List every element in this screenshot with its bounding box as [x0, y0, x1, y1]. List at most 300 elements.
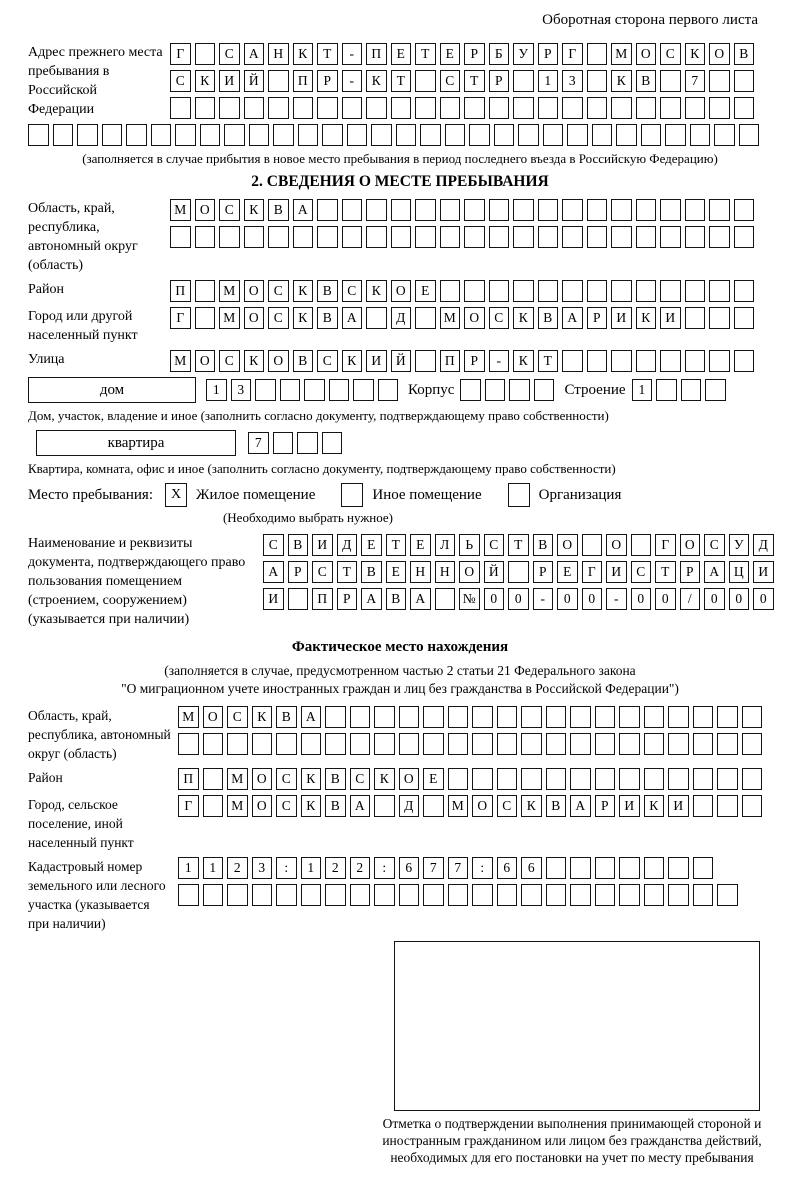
document-row-2[interactable] — [263, 561, 774, 583]
char-box[interactable]: - — [342, 43, 363, 65]
char-box[interactable] — [546, 706, 567, 728]
char-box[interactable] — [709, 97, 730, 119]
char-box[interactable]: У — [729, 534, 750, 556]
char-box[interactable] — [668, 768, 689, 790]
char-box[interactable]: О — [252, 795, 273, 817]
char-box[interactable] — [497, 884, 518, 906]
char-box[interactable]: И — [263, 588, 284, 610]
char-box[interactable] — [464, 280, 485, 302]
char-box[interactable] — [644, 706, 665, 728]
char-box[interactable]: 7 — [448, 857, 469, 879]
char-box[interactable] — [227, 884, 248, 906]
char-box[interactable]: М — [440, 307, 461, 329]
char-box[interactable] — [170, 97, 191, 119]
char-box[interactable]: Е — [415, 280, 436, 302]
char-box[interactable] — [570, 733, 591, 755]
char-box[interactable]: О — [195, 199, 216, 221]
char-box[interactable]: Р — [464, 350, 485, 372]
char-box[interactable] — [276, 733, 297, 755]
char-box[interactable] — [374, 706, 395, 728]
char-box[interactable] — [448, 733, 469, 755]
char-box[interactable] — [709, 280, 730, 302]
char-box[interactable] — [224, 124, 245, 146]
char-box[interactable]: 0 — [631, 588, 652, 610]
char-box[interactable] — [734, 70, 755, 92]
char-box[interactable]: : — [374, 857, 395, 879]
char-box[interactable] — [268, 97, 289, 119]
char-box[interactable]: 6 — [399, 857, 420, 879]
char-box[interactable] — [587, 226, 608, 248]
char-box[interactable]: О — [557, 534, 578, 556]
char-box[interactable] — [660, 70, 681, 92]
char-box[interactable]: Д — [391, 307, 412, 329]
fl-region-row-1[interactable] — [178, 706, 762, 728]
char-box[interactable] — [611, 350, 632, 372]
char-box[interactable] — [668, 884, 689, 906]
char-box[interactable]: И — [753, 561, 774, 583]
char-box[interactable]: 6 — [497, 857, 518, 879]
char-box[interactable]: Ц — [729, 561, 750, 583]
char-box[interactable]: Т — [415, 43, 436, 65]
char-box[interactable] — [509, 379, 530, 401]
char-box[interactable]: / — [680, 588, 701, 610]
char-box[interactable]: С — [489, 307, 510, 329]
char-box[interactable] — [582, 534, 603, 556]
char-box[interactable]: М — [227, 768, 248, 790]
document-row-3[interactable] — [263, 588, 774, 610]
char-box[interactable] — [415, 70, 436, 92]
char-box[interactable]: Е — [386, 561, 407, 583]
char-box[interactable]: 1 — [538, 70, 559, 92]
char-box[interactable] — [660, 350, 681, 372]
char-box[interactable]: 6 — [521, 857, 542, 879]
char-box[interactable]: Т — [508, 534, 529, 556]
char-box[interactable]: Ь — [459, 534, 480, 556]
korpus-boxes[interactable] — [460, 379, 554, 401]
char-box[interactable]: К — [366, 70, 387, 92]
char-box[interactable]: Р — [533, 561, 554, 583]
char-box[interactable] — [714, 124, 735, 146]
char-box[interactable] — [280, 379, 301, 401]
char-box[interactable]: А — [570, 795, 591, 817]
char-box[interactable] — [77, 124, 98, 146]
char-box[interactable] — [325, 733, 346, 755]
char-box[interactable] — [619, 768, 640, 790]
char-box[interactable]: О — [399, 768, 420, 790]
char-box[interactable] — [518, 124, 539, 146]
char-box[interactable] — [347, 124, 368, 146]
char-box[interactable] — [445, 124, 466, 146]
char-box[interactable] — [717, 884, 738, 906]
char-box[interactable] — [636, 350, 657, 372]
char-box[interactable] — [464, 97, 485, 119]
char-box[interactable] — [693, 795, 714, 817]
char-box[interactable]: С — [342, 280, 363, 302]
char-box[interactable] — [252, 733, 273, 755]
char-box[interactable] — [611, 97, 632, 119]
char-box[interactable] — [619, 733, 640, 755]
char-box[interactable] — [249, 124, 270, 146]
char-box[interactable] — [660, 97, 681, 119]
char-box[interactable]: Д — [399, 795, 420, 817]
char-box[interactable]: Е — [361, 534, 382, 556]
char-box[interactable] — [391, 97, 412, 119]
char-box[interactable] — [592, 124, 613, 146]
char-box[interactable]: Г — [170, 307, 191, 329]
char-box[interactable]: Е — [440, 43, 461, 65]
char-box[interactable] — [521, 768, 542, 790]
char-box[interactable] — [472, 768, 493, 790]
stroenie-boxes[interactable] — [632, 379, 726, 401]
char-box[interactable]: С — [631, 561, 652, 583]
char-box[interactable] — [227, 733, 248, 755]
char-box[interactable] — [301, 733, 322, 755]
char-box[interactable]: В — [317, 307, 338, 329]
char-box[interactable]: У — [513, 43, 534, 65]
char-box[interactable]: И — [312, 534, 333, 556]
char-box[interactable] — [378, 379, 399, 401]
char-box[interactable]: К — [521, 795, 542, 817]
char-box[interactable]: Р — [288, 561, 309, 583]
char-box[interactable]: О — [636, 43, 657, 65]
char-box[interactable] — [399, 733, 420, 755]
char-box[interactable] — [350, 884, 371, 906]
char-box[interactable] — [631, 534, 652, 556]
char-box[interactable] — [366, 226, 387, 248]
char-box[interactable]: Е — [557, 561, 578, 583]
char-box[interactable]: В — [268, 199, 289, 221]
char-box[interactable] — [693, 706, 714, 728]
char-box[interactable]: С — [219, 199, 240, 221]
char-box[interactable] — [709, 307, 730, 329]
char-box[interactable]: А — [361, 588, 382, 610]
char-box[interactable]: 1 — [632, 379, 653, 401]
char-box[interactable] — [734, 97, 755, 119]
char-box[interactable] — [350, 706, 371, 728]
char-box[interactable]: 0 — [582, 588, 603, 610]
char-box[interactable] — [329, 379, 350, 401]
char-box[interactable]: - — [342, 70, 363, 92]
char-box[interactable] — [595, 733, 616, 755]
char-box[interactable]: П — [312, 588, 333, 610]
char-box[interactable] — [423, 706, 444, 728]
char-box[interactable] — [742, 795, 763, 817]
char-box[interactable] — [448, 768, 469, 790]
char-box[interactable] — [739, 124, 760, 146]
char-box[interactable]: 1 — [178, 857, 199, 879]
s2-region-row-1[interactable] — [170, 199, 754, 221]
char-box[interactable]: И — [219, 70, 240, 92]
char-box[interactable]: В — [293, 350, 314, 372]
char-box[interactable] — [53, 124, 74, 146]
char-box[interactable] — [342, 199, 363, 221]
char-box[interactable] — [734, 226, 755, 248]
char-box[interactable]: И — [619, 795, 640, 817]
char-box[interactable] — [570, 884, 591, 906]
char-box[interactable] — [587, 199, 608, 221]
fl-cadastre-row-2[interactable] — [178, 884, 738, 906]
char-box[interactable]: С — [660, 43, 681, 65]
char-box[interactable] — [423, 795, 444, 817]
char-box[interactable]: 3 — [252, 857, 273, 879]
char-box[interactable]: : — [472, 857, 493, 879]
char-box[interactable]: П — [293, 70, 314, 92]
char-box[interactable] — [317, 97, 338, 119]
char-box[interactable] — [717, 706, 738, 728]
char-box[interactable]: К — [374, 768, 395, 790]
char-box[interactable] — [513, 97, 534, 119]
char-box[interactable] — [203, 884, 224, 906]
char-box[interactable] — [396, 124, 417, 146]
char-box[interactable]: С — [263, 534, 284, 556]
char-box[interactable]: Е — [423, 768, 444, 790]
char-box[interactable]: М — [170, 350, 191, 372]
char-box[interactable]: О — [391, 280, 412, 302]
char-box[interactable]: А — [350, 795, 371, 817]
char-box[interactable] — [374, 733, 395, 755]
char-box[interactable]: К — [513, 307, 534, 329]
char-box[interactable] — [668, 857, 689, 879]
char-box[interactable]: 7 — [423, 857, 444, 879]
char-box[interactable] — [170, 226, 191, 248]
char-box[interactable] — [353, 379, 374, 401]
char-box[interactable] — [304, 379, 325, 401]
char-box[interactable] — [668, 733, 689, 755]
char-box[interactable] — [734, 307, 755, 329]
char-box[interactable] — [415, 199, 436, 221]
char-box[interactable]: И — [611, 307, 632, 329]
s2-district-row[interactable] — [170, 280, 754, 302]
char-box[interactable]: 2 — [350, 857, 371, 879]
char-box[interactable] — [562, 226, 583, 248]
s2-street-row[interactable] — [170, 350, 754, 372]
char-box[interactable] — [709, 70, 730, 92]
char-box[interactable]: А — [562, 307, 583, 329]
char-box[interactable] — [366, 307, 387, 329]
char-box[interactable]: 7 — [685, 70, 706, 92]
char-box[interactable] — [546, 857, 567, 879]
char-box[interactable] — [322, 432, 343, 454]
char-box[interactable]: М — [219, 307, 240, 329]
char-box[interactable]: 1 — [301, 857, 322, 879]
char-box[interactable]: 3 — [231, 379, 252, 401]
char-box[interactable]: Р — [595, 795, 616, 817]
char-box[interactable] — [203, 795, 224, 817]
prev-address-row-1[interactable] — [170, 43, 754, 65]
char-box[interactable] — [660, 226, 681, 248]
char-box[interactable] — [616, 124, 637, 146]
char-box[interactable]: Е — [391, 43, 412, 65]
char-box[interactable] — [435, 588, 456, 610]
char-box[interactable] — [513, 70, 534, 92]
char-box[interactable] — [742, 706, 763, 728]
char-box[interactable]: С — [219, 350, 240, 372]
char-box[interactable] — [734, 280, 755, 302]
char-box[interactable] — [562, 350, 583, 372]
char-box[interactable] — [195, 43, 216, 65]
char-box[interactable] — [399, 884, 420, 906]
char-box[interactable]: Й — [244, 70, 265, 92]
char-box[interactable] — [420, 124, 441, 146]
char-box[interactable] — [562, 280, 583, 302]
char-box[interactable] — [538, 280, 559, 302]
char-box[interactable] — [521, 706, 542, 728]
char-box[interactable]: К — [244, 350, 265, 372]
char-box[interactable] — [656, 379, 677, 401]
char-box[interactable] — [717, 768, 738, 790]
char-box[interactable]: М — [611, 43, 632, 65]
char-box[interactable] — [472, 706, 493, 728]
char-box[interactable]: Р — [538, 43, 559, 65]
char-box[interactable] — [587, 70, 608, 92]
char-box[interactable]: И — [668, 795, 689, 817]
char-box[interactable] — [268, 226, 289, 248]
char-box[interactable] — [587, 350, 608, 372]
char-box[interactable]: О — [244, 280, 265, 302]
char-box[interactable] — [497, 768, 518, 790]
char-box[interactable] — [644, 857, 665, 879]
char-box[interactable]: С — [317, 350, 338, 372]
char-box[interactable] — [685, 226, 706, 248]
char-box[interactable]: Й — [484, 561, 505, 583]
char-box[interactable]: О — [472, 795, 493, 817]
char-box[interactable] — [665, 124, 686, 146]
char-box[interactable]: И — [606, 561, 627, 583]
char-box[interactable] — [244, 97, 265, 119]
char-box[interactable]: Й — [391, 350, 412, 372]
char-box[interactable]: М — [448, 795, 469, 817]
char-box[interactable] — [611, 280, 632, 302]
char-box[interactable]: К — [301, 768, 322, 790]
char-box[interactable] — [685, 350, 706, 372]
char-box[interactable] — [611, 226, 632, 248]
char-box[interactable] — [126, 124, 147, 146]
fl-city-row[interactable] — [178, 795, 762, 817]
char-box[interactable] — [685, 97, 706, 119]
char-box[interactable]: Р — [587, 307, 608, 329]
char-box[interactable] — [494, 124, 515, 146]
char-box[interactable]: 3 — [562, 70, 583, 92]
char-box[interactable] — [489, 226, 510, 248]
char-box[interactable]: М — [219, 280, 240, 302]
char-box[interactable]: В — [276, 706, 297, 728]
char-box[interactable] — [464, 199, 485, 221]
char-box[interactable]: Д — [753, 534, 774, 556]
char-box[interactable]: Т — [337, 561, 358, 583]
char-box[interactable]: Р — [337, 588, 358, 610]
char-box[interactable]: Т — [317, 43, 338, 65]
char-box[interactable] — [297, 432, 318, 454]
prev-address-row-3[interactable] — [170, 97, 754, 119]
char-box[interactable] — [175, 124, 196, 146]
char-box[interactable] — [415, 226, 436, 248]
char-box[interactable]: С — [268, 280, 289, 302]
char-box[interactable] — [587, 43, 608, 65]
char-box[interactable] — [200, 124, 221, 146]
char-box[interactable]: А — [293, 199, 314, 221]
char-box[interactable]: П — [440, 350, 461, 372]
char-box[interactable] — [391, 226, 412, 248]
char-box[interactable] — [513, 226, 534, 248]
char-box[interactable] — [371, 124, 392, 146]
char-box[interactable]: 2 — [325, 857, 346, 879]
char-box[interactable] — [472, 733, 493, 755]
char-box[interactable] — [342, 226, 363, 248]
char-box[interactable]: И — [660, 307, 681, 329]
char-box[interactable]: К — [366, 280, 387, 302]
stay-type-checkbox-other-premises[interactable] — [341, 483, 363, 507]
char-box[interactable] — [244, 226, 265, 248]
char-box[interactable]: В — [546, 795, 567, 817]
char-box[interactable] — [619, 706, 640, 728]
char-box[interactable]: А — [301, 706, 322, 728]
char-box[interactable]: К — [293, 307, 314, 329]
char-box[interactable] — [440, 199, 461, 221]
char-box[interactable]: Б — [489, 43, 510, 65]
char-box[interactable] — [690, 124, 711, 146]
char-box[interactable] — [374, 795, 395, 817]
fl-district-row[interactable] — [178, 768, 762, 790]
char-box[interactable]: В — [636, 70, 657, 92]
char-box[interactable]: В — [538, 307, 559, 329]
char-box[interactable] — [570, 768, 591, 790]
char-box[interactable] — [534, 379, 555, 401]
char-box[interactable] — [255, 379, 276, 401]
char-box[interactable]: С — [276, 795, 297, 817]
char-box[interactable]: Г — [582, 561, 603, 583]
char-box[interactable]: В — [533, 534, 554, 556]
char-box[interactable]: Р — [680, 561, 701, 583]
char-box[interactable]: М — [170, 199, 191, 221]
char-box[interactable] — [546, 884, 567, 906]
char-box[interactable]: О — [606, 534, 627, 556]
char-box[interactable] — [636, 199, 657, 221]
char-box[interactable]: 0 — [753, 588, 774, 610]
char-box[interactable]: Г — [562, 43, 583, 65]
char-box[interactable] — [448, 884, 469, 906]
char-box[interactable]: В — [325, 768, 346, 790]
char-box[interactable] — [472, 884, 493, 906]
char-box[interactable] — [325, 884, 346, 906]
char-box[interactable] — [709, 199, 730, 221]
char-box[interactable] — [570, 706, 591, 728]
char-box[interactable] — [521, 733, 542, 755]
char-box[interactable] — [276, 884, 297, 906]
char-box[interactable] — [562, 199, 583, 221]
char-box[interactable]: С — [312, 561, 333, 583]
char-box[interactable] — [464, 226, 485, 248]
char-box[interactable] — [273, 432, 294, 454]
char-box[interactable] — [538, 199, 559, 221]
char-box[interactable]: П — [366, 43, 387, 65]
char-box[interactable] — [693, 884, 714, 906]
char-box[interactable]: О — [268, 350, 289, 372]
char-box[interactable] — [521, 884, 542, 906]
char-box[interactable]: А — [244, 43, 265, 65]
char-box[interactable]: К — [636, 307, 657, 329]
char-box[interactable]: С — [484, 534, 505, 556]
char-box[interactable]: 0 — [729, 588, 750, 610]
char-box[interactable] — [415, 97, 436, 119]
char-box[interactable]: К — [195, 70, 216, 92]
char-box[interactable]: К — [252, 706, 273, 728]
char-box[interactable] — [268, 70, 289, 92]
char-box[interactable]: В — [288, 534, 309, 556]
char-box[interactable]: П — [178, 768, 199, 790]
char-box[interactable]: 1 — [206, 379, 227, 401]
char-box[interactable] — [288, 588, 309, 610]
char-box[interactable] — [567, 124, 588, 146]
